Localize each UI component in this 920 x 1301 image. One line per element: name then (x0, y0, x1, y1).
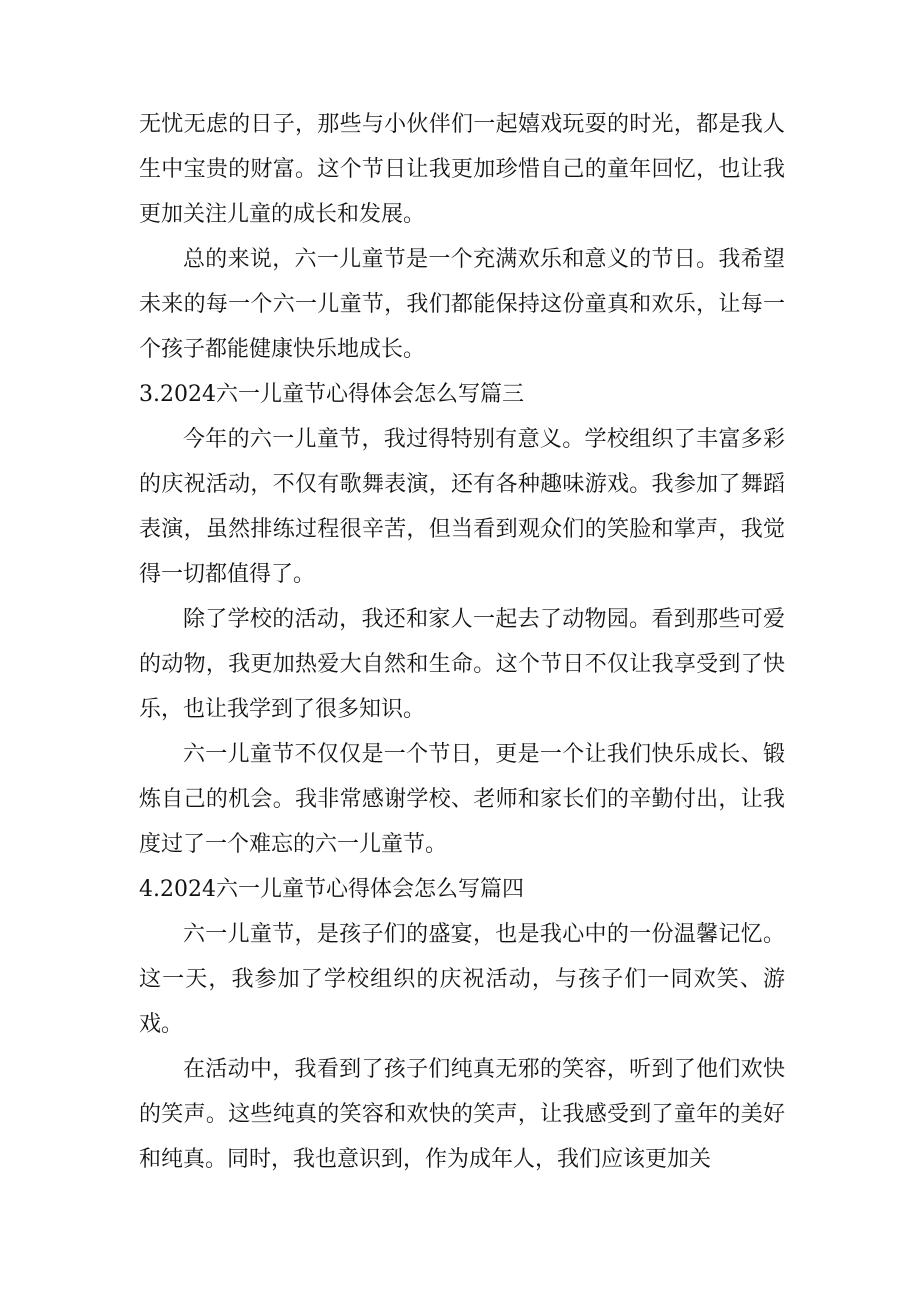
paragraph-4-2: 在活动中，我看到了孩子们纯真无邪的笑容，听到了他们欢快的笑声。这些纯真的笑容和欢快的笑声，让我感受到了童年的美好和纯真。同时，我也意识到，作为成年人，我们应该更加关 (139, 1057, 785, 1172)
section-heading-4: 4.2024六一儿童节心得体会怎么写篇四 (139, 877, 524, 902)
paragraph-summary: 总的来说，六一儿童节是一个充满欢乐和意义的节日。我希望未来的每一个六一儿童节，我们都能保持这份童真和欢乐，让每一个孩子都能健康快乐地成长。 (139, 247, 785, 362)
paragraph-3-1: 今年的六一儿童节，我过得特别有意义。学校组织了丰富多彩的庆祝活动，不仅有歌舞表演，还有各种趣味游戏。我参加了舞蹈表演，虽然排练过程很辛苦，但当看到观众们的笑脸和掌声，我觉得一切都值得了。 (139, 427, 785, 587)
paragraph-3-2: 除了学校的活动，我还和家人一起去了动物园。看到那些可爱的动物，我更加热爱大自然和生命。这个节日不仅让我享受到了快乐，也让我学到了很多知识。 (139, 607, 785, 722)
paragraph-3-3: 六一儿童节不仅仅是一个节日，更是一个让我们快乐成长、锻炼自己的机会。我非常感谢学校、老师和家长们的辛勤付出，让我度过了一个难忘的六一儿童节。 (139, 742, 785, 857)
paragraph-continued: 无忧无虑的日子，那些与小伙伴们一起嬉戏玩耍的时光，都是我人生中宝贵的财富。这个节日让我更加珍惜自己的童年回忆，也让我更加关注儿童的成长和发展。 (139, 112, 785, 227)
section-heading-3: 3.2024六一儿童节心得体会怎么写篇三 (139, 382, 524, 407)
paragraph-4-1: 六一儿童节，是孩子们的盛宴，也是我心中的一份温馨记忆。这一天，我参加了学校组织的庆祝活动，与孩子们一同欢笑、游戏。 (139, 922, 785, 1037)
document-body (139, 102, 785, 1182)
